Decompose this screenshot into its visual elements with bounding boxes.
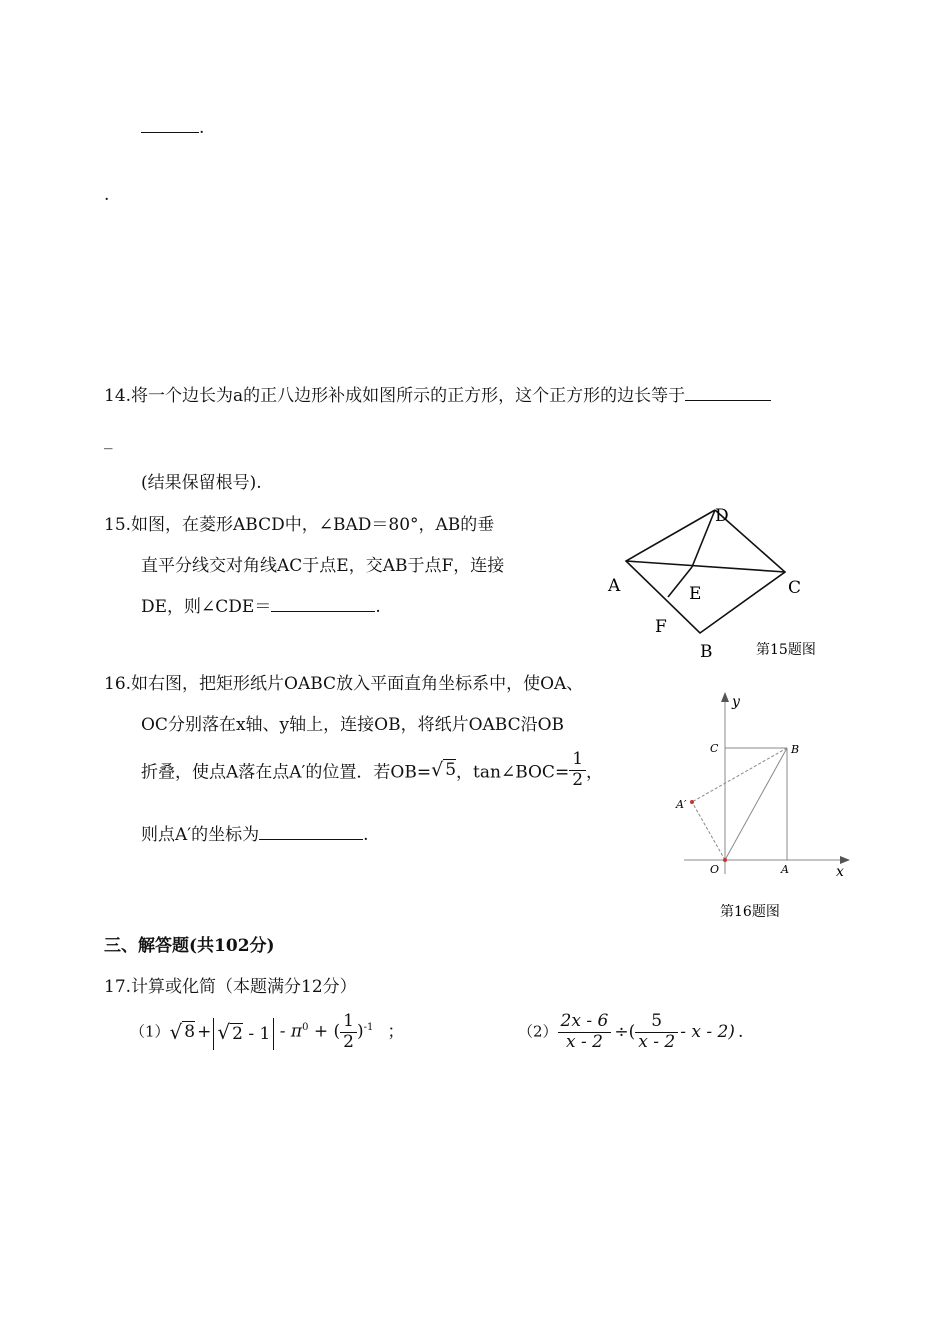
y-arrow-icon — [721, 692, 729, 702]
point-a-prime — [690, 800, 694, 804]
x-arrow-icon — [840, 856, 850, 864]
diagonal-ac — [626, 561, 785, 572]
label-a-prime: A′ — [676, 798, 687, 811]
prev-answer-line — [141, 118, 204, 138]
fraction-5 — [635, 1012, 678, 1052]
sqrt-two: 2 — [232, 1023, 243, 1044]
q16-line2: OC分别落在x轴、y轴上，连接OB，将纸片OABC沿OB — [141, 715, 565, 735]
segment-oa-prime — [692, 802, 725, 860]
segment-de — [692, 510, 715, 567]
q14-note: (结果保留根号). — [141, 473, 262, 493]
section3-title: 三、解答题(共102分) — [104, 936, 275, 956]
minus-pi: - π — [274, 1021, 303, 1042]
segment-ba-prime — [692, 748, 787, 802]
rest-expression: - x - 2) — [680, 1021, 735, 1042]
frac-num: 1 — [340, 1012, 357, 1033]
label-f: F — [655, 617, 667, 637]
q15-line3-text: DE，则∠CDE＝ — [141, 597, 272, 617]
q15-answer-blank — [271, 611, 375, 612]
period: . — [199, 118, 205, 138]
label-b: B — [700, 642, 713, 662]
period: . — [363, 825, 369, 845]
label-c: C — [788, 578, 802, 598]
sqrt-sign: √ — [217, 1019, 231, 1044]
frac-den: x - 2 — [565, 1031, 603, 1052]
label-a: A — [608, 576, 621, 596]
exponent-neg-one: -1 — [363, 1021, 374, 1033]
q15-line1: 15.如图，在菱形ABCD中，∠BAD＝80°，AB的垂 — [104, 515, 495, 535]
q14-answer-blank — [685, 400, 771, 401]
q15-line3 — [141, 592, 381, 617]
sqrt-five: 5 — [445, 760, 457, 781]
fig16-caption: 第16题图 — [720, 904, 780, 920]
q16-line3-b: ，tan∠BOC= — [456, 762, 570, 783]
sqrt-eight: 8 — [184, 1021, 196, 1042]
point-o — [723, 858, 727, 862]
minus-one: - 1 — [242, 1023, 271, 1044]
answer-blank — [141, 132, 199, 133]
plus-paren: + ( — [308, 1021, 341, 1042]
fig15-caption: 第15题图 — [756, 642, 816, 658]
q16-line3-a: 折叠，使点A落在点A′的位置．若OB= — [141, 762, 432, 783]
label-a: A — [781, 863, 789, 876]
coordinate-figure — [670, 688, 860, 924]
rhombus-outline — [626, 510, 785, 633]
label-e: E — [689, 584, 702, 604]
plus-sign: + — [197, 1021, 212, 1042]
fraction-one-half — [569, 750, 586, 790]
q17-part1 — [130, 1012, 404, 1052]
absolute-value — [213, 1018, 274, 1050]
stray-dot: . — [104, 185, 110, 205]
q17-part2 — [518, 1012, 743, 1052]
frac-den: 2 — [572, 769, 584, 790]
q15-line2: 直平分线交对角线AC于点E，交AB于点F，连接 — [141, 556, 505, 576]
label-d: D — [715, 506, 729, 526]
semicolon: ； — [387, 1021, 405, 1042]
label-x: x — [836, 864, 844, 880]
divide-paren: ÷( — [614, 1021, 636, 1042]
label-y: y — [732, 694, 740, 710]
q14-line2-mark: _ — [104, 430, 113, 450]
frac-num: 2x - 6 — [558, 1012, 612, 1033]
frac-num: 5 — [635, 1012, 678, 1033]
period: . — [737, 1021, 744, 1042]
fraction-2x-6 — [558, 1012, 612, 1052]
frac-den: x - 2 — [638, 1031, 676, 1052]
q17-title: 17.计算或化简（本题满分12分） — [104, 977, 357, 997]
part2-label: （2） — [518, 1022, 558, 1041]
q16-line4-text: 则点A′的坐标为 — [141, 825, 260, 845]
q14-question: 14.将一个边长为a的正八边形补成如图所示的正方形，这个正方形的边长等于 — [104, 386, 686, 406]
sqrt-sign: √ — [431, 759, 444, 782]
fraction-half — [340, 1012, 357, 1052]
q14-text — [104, 381, 771, 406]
sqrt-sign: √ — [169, 1020, 183, 1045]
frac-num: 1 — [569, 750, 586, 771]
rhombus-figure — [600, 500, 840, 668]
pi-exponent: 0 — [302, 1021, 309, 1033]
label-c: C — [710, 742, 719, 755]
part1-label: （1） — [130, 1022, 170, 1041]
q16-line4 — [141, 820, 369, 845]
q16-answer-blank — [259, 839, 363, 840]
close-paren: ) — [356, 1021, 364, 1042]
q16-line3 — [141, 750, 603, 790]
q16-line1: 16.如右图，把矩形纸片OABC放入平面直角坐标系中，使OA、 — [104, 674, 584, 694]
frac-den: 2 — [343, 1031, 354, 1052]
q16-line3-c: ， — [586, 762, 604, 783]
label-b: B — [791, 743, 800, 756]
segment-ob — [725, 748, 787, 860]
label-o: O — [710, 863, 720, 876]
period: . — [375, 597, 381, 617]
